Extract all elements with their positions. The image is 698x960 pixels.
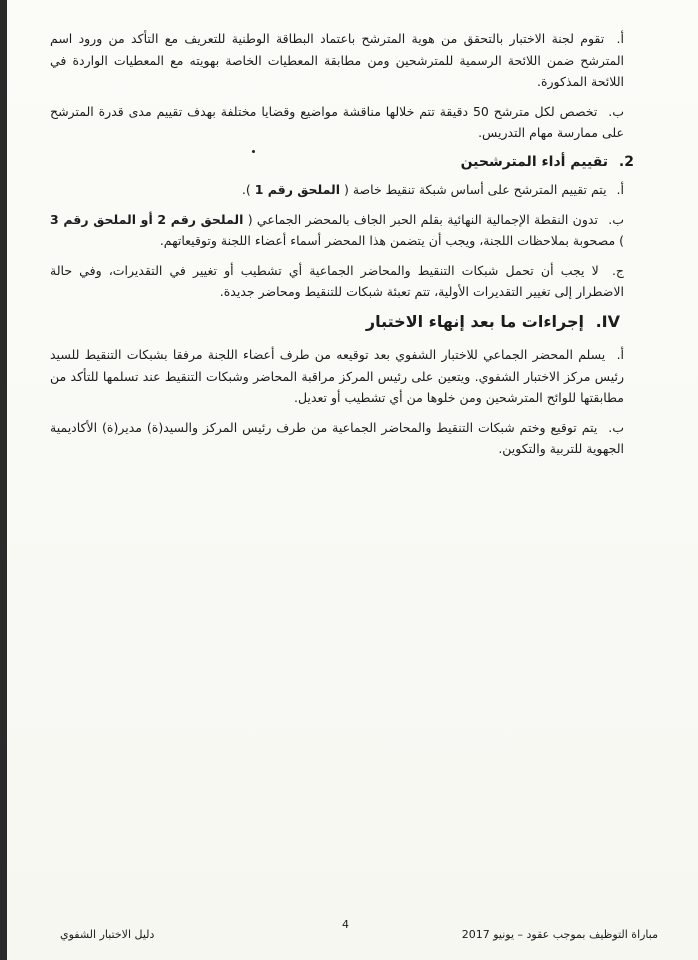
list-marker: أ. [616, 31, 624, 46]
paragraph-signature [50, 417, 660, 460]
annex-reference: الملحق رقم 2 أو الملحق رقم 3 [50, 211, 244, 227]
paragraph-text: يسلم المحضر الجماعي للاختبار الشفوي بعد توقيعه من طرف أعضاء اللجنة مرفقا بشبكات التنقيط للسيد رئيس مركز الاختبار الشفوي. ويتعين على رئيس المركز مراقبة المحاضر وشبكات التنقيط عند تسلمها للتأكد من مطابقتها للوائح المترشحين ومن خلوها من أي تشطيب أو تعديل. [50, 347, 624, 405]
paragraph-duration [50, 101, 660, 144]
paragraph-text: يتم توقيع وختم شبكات التنقيط والمحاضر الجماعية من طرف رئيس المركز والسيد(ة) مدير(ة) الأكاديمية الجهوية للتربية والتكوين. [50, 419, 624, 456]
list-marker: ب. [608, 211, 624, 227]
paragraph-text: تقوم لجنة الاختبار بالتحقق من هوية المترشح باعتماد البطاقة الوطنية للتعريف مع التأكد من ورود اسم المترشح ضمن اللائحة الرسمية للمترشحين ومن مطابقة المعطيات الخاصة بهويته مع المعطيات الواردة في اللائحة المذكورة. [50, 31, 624, 89]
paragraph-text-end: ) مصحوبة بملاحظات اللجنة، ويجب أن يتضمن هذا المحضر أسماء أعضاء اللجنة وتوقيعاتهم. [159, 233, 624, 248]
list-marker: ج. [611, 262, 624, 278]
section-heading-evaluation [50, 152, 634, 174]
paragraph-text: تخصص لكل مترشح 50 دقيقة تتم خلالها مناقشة مواضيع وقضايا مختلفة بهدف تقييم مدى قدرة المترشح على ممارسة مهام التدريس. [50, 103, 624, 140]
list-marker: ب. [608, 419, 624, 435]
section-number: IV. [595, 311, 620, 331]
section-number: 2. [618, 153, 634, 170]
paragraph-no-erasure [50, 260, 660, 303]
footer-guide-title: دليل الاختبار الشفوي [60, 928, 155, 941]
paragraph-delivery [50, 344, 660, 409]
annex-reference: الملحق رقم 1 [254, 182, 341, 197]
footer-exam-title: مباراة التوظيف بموجب عقود – يونيو 2017 [461, 928, 658, 941]
page-number: 4 [342, 918, 349, 931]
paragraph-identity-check [50, 28, 660, 93]
section-title: تقييم أداء المترشحين [460, 153, 609, 170]
page-footer [0, 918, 698, 948]
scan-edge [0, 0, 7, 960]
paragraph-text-end: ). [241, 182, 251, 197]
page-content [50, 28, 660, 468]
scan-speck [252, 150, 255, 153]
paragraph-grid [50, 179, 660, 201]
section-heading-post-exam [50, 311, 660, 333]
paragraph-text: يتم تقييم المترشح على أساس شبكة تنقيط خاصة ( [344, 182, 607, 197]
list-marker: أ. [616, 182, 624, 197]
section-title: إجراءات ما بعد إنهاء الاختبار [365, 311, 584, 331]
paragraph-text: تدون النقطة الإجمالية النهائية بقلم الحبر الجاف بالمحضر الجماعي ( [247, 211, 598, 227]
paragraph-text: لا يجب أن تحمل شبكات التنقيط والمحاضر الجماعية أي تشطيب أو تغيير في التقديرات، وفي حالة الاضطرار إلى تغيير التقديرات الأولية، تتم تعبئة شبكات للتنقيط ومحاضر جديدة. [50, 262, 624, 299]
list-marker: ب. [608, 103, 624, 119]
paragraph-final-score [50, 209, 660, 252]
list-marker: أ. [616, 347, 625, 362]
